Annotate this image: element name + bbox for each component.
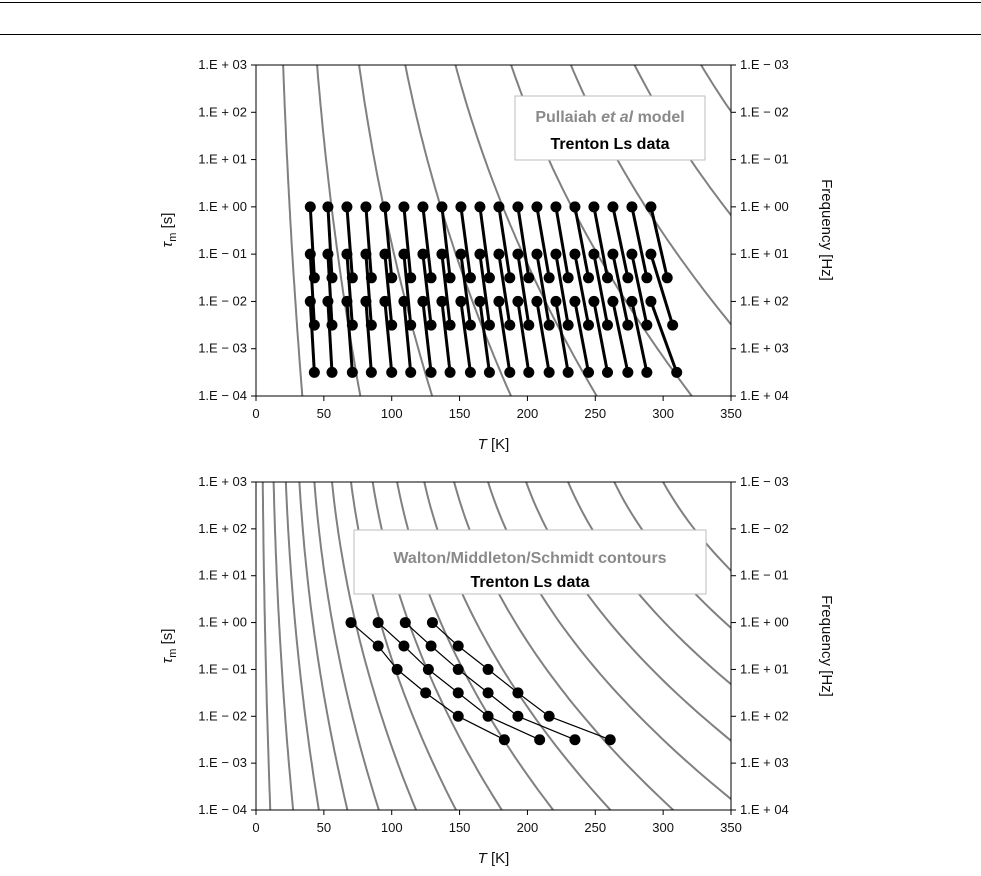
data-point bbox=[569, 249, 580, 260]
data-point bbox=[392, 664, 403, 675]
data-point bbox=[645, 296, 656, 307]
data-point bbox=[622, 320, 633, 331]
y2-tick-label: 1.E − 02 bbox=[740, 520, 789, 536]
series-line-1 bbox=[351, 623, 504, 740]
data-point bbox=[504, 320, 515, 331]
y2-tick-label: 1.E + 00 bbox=[740, 614, 789, 630]
data-point bbox=[360, 296, 371, 307]
data-point bbox=[341, 201, 352, 212]
data-point bbox=[602, 272, 613, 283]
y2-tick-label: 1.E − 02 bbox=[740, 104, 789, 120]
data-point bbox=[504, 367, 515, 378]
x-tick-label: 50 bbox=[316, 406, 332, 421]
data-point bbox=[512, 296, 523, 307]
data-point bbox=[327, 367, 338, 378]
y2-tick-label: 1.E − 01 bbox=[740, 567, 789, 583]
data-point bbox=[550, 249, 561, 260]
y2-axis-label: Frequency [Hz] bbox=[818, 595, 835, 697]
data-point bbox=[417, 249, 428, 260]
data-point bbox=[563, 367, 574, 378]
y-tick-label: 1.E + 03 bbox=[198, 474, 247, 489]
data-point bbox=[641, 320, 652, 331]
y-tick-label: 1.E − 02 bbox=[198, 708, 247, 724]
data-point bbox=[347, 367, 358, 378]
data-point bbox=[645, 249, 656, 260]
y2-tick-label: 1.E − 03 bbox=[740, 474, 789, 489]
data-point bbox=[667, 320, 678, 331]
legend-model-label: Walton/Middleton/Schmidt contours bbox=[393, 550, 667, 567]
data-point bbox=[465, 320, 476, 331]
data-point bbox=[483, 664, 494, 675]
data-point bbox=[523, 367, 534, 378]
data-point bbox=[602, 320, 613, 331]
y-tick-label: 1.E − 03 bbox=[198, 340, 247, 356]
data-point bbox=[305, 249, 316, 260]
data-point bbox=[607, 249, 618, 260]
data-point bbox=[512, 711, 523, 722]
data-point bbox=[622, 272, 633, 283]
data-point bbox=[417, 201, 428, 212]
y2-tick-label: 1.E − 03 bbox=[740, 57, 789, 72]
y2-tick-label: 1.E − 01 bbox=[740, 151, 789, 167]
x-tick-label: 100 bbox=[380, 820, 403, 835]
contour-curve-1 bbox=[283, 65, 307, 453]
data-point bbox=[398, 249, 409, 260]
data-point bbox=[544, 711, 555, 722]
y-tick-label: 1.E + 00 bbox=[198, 198, 247, 214]
y-tick-label: 1.E + 00 bbox=[198, 614, 247, 630]
data-point bbox=[645, 201, 656, 212]
data-point bbox=[563, 272, 574, 283]
chart-panel-2 bbox=[159, 474, 981, 867]
data-point bbox=[465, 272, 476, 283]
x-axis-label: T [K] bbox=[477, 850, 510, 867]
data-point bbox=[583, 367, 594, 378]
data-point bbox=[398, 641, 409, 652]
data-point bbox=[455, 249, 466, 260]
contour-curve-2 bbox=[274, 482, 299, 866]
x-tick-label: 0 bbox=[252, 820, 260, 835]
data-point bbox=[346, 617, 357, 628]
data-point bbox=[569, 734, 580, 745]
data-segment bbox=[651, 301, 677, 372]
data-point bbox=[499, 734, 510, 745]
x-tick-label: 200 bbox=[516, 820, 539, 835]
x-tick-label: 350 bbox=[720, 406, 742, 421]
contour-curve-1 bbox=[263, 482, 273, 866]
data-point bbox=[322, 249, 333, 260]
y-tick-label: 1.E − 04 bbox=[198, 388, 247, 403]
y2-tick-label: 1.E + 04 bbox=[740, 388, 789, 403]
data-point bbox=[544, 272, 555, 283]
data-point bbox=[305, 296, 316, 307]
legend-model-label: Pullaiah et al model bbox=[535, 109, 685, 126]
data-point bbox=[405, 367, 416, 378]
y-tick-label: 1.E − 01 bbox=[198, 246, 247, 262]
x-tick-label: 250 bbox=[584, 820, 607, 835]
data-point bbox=[550, 201, 561, 212]
data-point bbox=[474, 296, 485, 307]
data-point bbox=[602, 367, 613, 378]
data-point bbox=[588, 296, 599, 307]
data-point bbox=[605, 734, 616, 745]
data-point bbox=[544, 367, 555, 378]
data-point bbox=[465, 367, 476, 378]
data-point bbox=[474, 201, 485, 212]
data-point bbox=[379, 249, 390, 260]
data-point bbox=[662, 272, 673, 283]
data-point bbox=[550, 296, 561, 307]
data-point bbox=[493, 296, 504, 307]
data-point bbox=[420, 687, 431, 698]
y2-tick-label: 1.E + 01 bbox=[740, 246, 789, 262]
y2-tick-label: 1.E + 03 bbox=[740, 340, 789, 356]
data-point bbox=[512, 249, 523, 260]
x-tick-label: 250 bbox=[584, 406, 607, 421]
y-axis-label: $\tau_m$ [s] bbox=[159, 628, 179, 664]
data-point bbox=[417, 296, 428, 307]
data-point bbox=[366, 367, 377, 378]
data-point bbox=[484, 367, 495, 378]
data-point bbox=[322, 201, 333, 212]
data-point bbox=[512, 687, 523, 698]
data-point bbox=[436, 249, 447, 260]
data-point bbox=[583, 320, 594, 331]
data-point bbox=[626, 249, 637, 260]
data-point bbox=[607, 296, 618, 307]
data-point bbox=[607, 201, 618, 212]
y2-tick-label: 1.E + 02 bbox=[740, 293, 789, 309]
chart-panel-1 bbox=[159, 57, 981, 453]
data-point bbox=[426, 367, 437, 378]
series-line-3 bbox=[405, 623, 575, 740]
data-point bbox=[322, 296, 333, 307]
series-line-2 bbox=[378, 623, 539, 740]
data-point bbox=[379, 296, 390, 307]
data-series bbox=[346, 617, 616, 745]
data-point bbox=[569, 201, 580, 212]
y2-tick-label: 1.E + 03 bbox=[740, 755, 789, 771]
data-point bbox=[531, 249, 542, 260]
y2-tick-label: 1.E + 01 bbox=[740, 661, 789, 677]
y-tick-label: 1.E + 03 bbox=[198, 57, 247, 72]
data-point bbox=[309, 367, 320, 378]
data-point bbox=[671, 367, 682, 378]
x-tick-label: 350 bbox=[720, 820, 742, 835]
data-point bbox=[398, 201, 409, 212]
data-point bbox=[569, 296, 580, 307]
legend-data-label: Trenton Ls data bbox=[470, 574, 590, 591]
data-point bbox=[455, 296, 466, 307]
data-point bbox=[360, 249, 371, 260]
y-tick-label: 1.E − 02 bbox=[198, 293, 247, 309]
data-point bbox=[373, 617, 384, 628]
data-point bbox=[523, 272, 534, 283]
data-point bbox=[398, 296, 409, 307]
x-tick-label: 300 bbox=[652, 820, 674, 835]
data-point bbox=[523, 320, 534, 331]
data-point bbox=[641, 272, 652, 283]
x-tick-label: 150 bbox=[448, 406, 471, 421]
data-point bbox=[436, 201, 447, 212]
x-tick-label: 50 bbox=[316, 820, 332, 835]
data-point bbox=[484, 272, 495, 283]
data-point bbox=[423, 664, 434, 675]
legend-data-label: Trenton Ls data bbox=[550, 136, 670, 153]
data-point bbox=[512, 201, 523, 212]
data-point bbox=[483, 711, 494, 722]
data-series bbox=[305, 201, 682, 378]
data-point bbox=[626, 296, 637, 307]
data-point bbox=[453, 711, 464, 722]
data-point bbox=[641, 367, 652, 378]
data-point bbox=[493, 201, 504, 212]
data-point bbox=[474, 249, 485, 260]
y-tick-label: 1.E − 04 bbox=[198, 802, 247, 817]
data-point bbox=[305, 201, 316, 212]
data-point bbox=[426, 641, 437, 652]
data-point bbox=[341, 296, 352, 307]
x-tick-label: 300 bbox=[652, 406, 674, 421]
y2-tick-label: 1.E + 02 bbox=[740, 708, 789, 724]
data-point bbox=[531, 201, 542, 212]
data-point bbox=[455, 201, 466, 212]
y2-axis-label: Frequency [Hz] bbox=[818, 179, 835, 281]
data-point bbox=[453, 687, 464, 698]
y-tick-label: 1.E − 03 bbox=[198, 755, 247, 771]
data-point bbox=[484, 320, 495, 331]
data-point bbox=[544, 320, 555, 331]
y2-tick-label: 1.E + 00 bbox=[740, 198, 789, 214]
y2-tick-label: 1.E + 04 bbox=[740, 802, 789, 817]
y-tick-label: 1.E + 02 bbox=[198, 104, 247, 120]
data-point bbox=[427, 617, 438, 628]
data-point bbox=[341, 249, 352, 260]
data-point bbox=[445, 367, 456, 378]
series-line-4 bbox=[432, 623, 610, 740]
x-tick-label: 0 bbox=[252, 406, 260, 421]
data-point bbox=[626, 201, 637, 212]
x-tick-label: 100 bbox=[380, 406, 403, 421]
y-tick-label: 1.E + 01 bbox=[198, 567, 247, 583]
data-point bbox=[622, 367, 633, 378]
data-point bbox=[588, 249, 599, 260]
data-point bbox=[360, 201, 371, 212]
data-point bbox=[373, 641, 384, 652]
data-point bbox=[493, 249, 504, 260]
data-point bbox=[583, 272, 594, 283]
y-tick-label: 1.E + 01 bbox=[198, 151, 247, 167]
y-axis-label: $\tau_m$ [s] bbox=[159, 212, 179, 248]
x-tick-label: 150 bbox=[448, 820, 471, 835]
data-point bbox=[453, 664, 464, 675]
contour-curve-4 bbox=[299, 482, 361, 866]
y-tick-label: 1.E − 01 bbox=[198, 661, 247, 677]
data-point bbox=[534, 734, 545, 745]
y-tick-label: 1.E + 02 bbox=[198, 520, 247, 536]
data-point bbox=[436, 296, 447, 307]
data-point bbox=[453, 641, 464, 652]
data-point bbox=[386, 367, 397, 378]
data-point bbox=[588, 201, 599, 212]
data-point bbox=[563, 320, 574, 331]
x-tick-label: 200 bbox=[516, 406, 539, 421]
data-point bbox=[379, 201, 390, 212]
x-axis-label: T [K] bbox=[477, 436, 510, 453]
data-point bbox=[483, 687, 494, 698]
data-point bbox=[531, 296, 542, 307]
data-point bbox=[504, 272, 515, 283]
data-point bbox=[400, 617, 411, 628]
